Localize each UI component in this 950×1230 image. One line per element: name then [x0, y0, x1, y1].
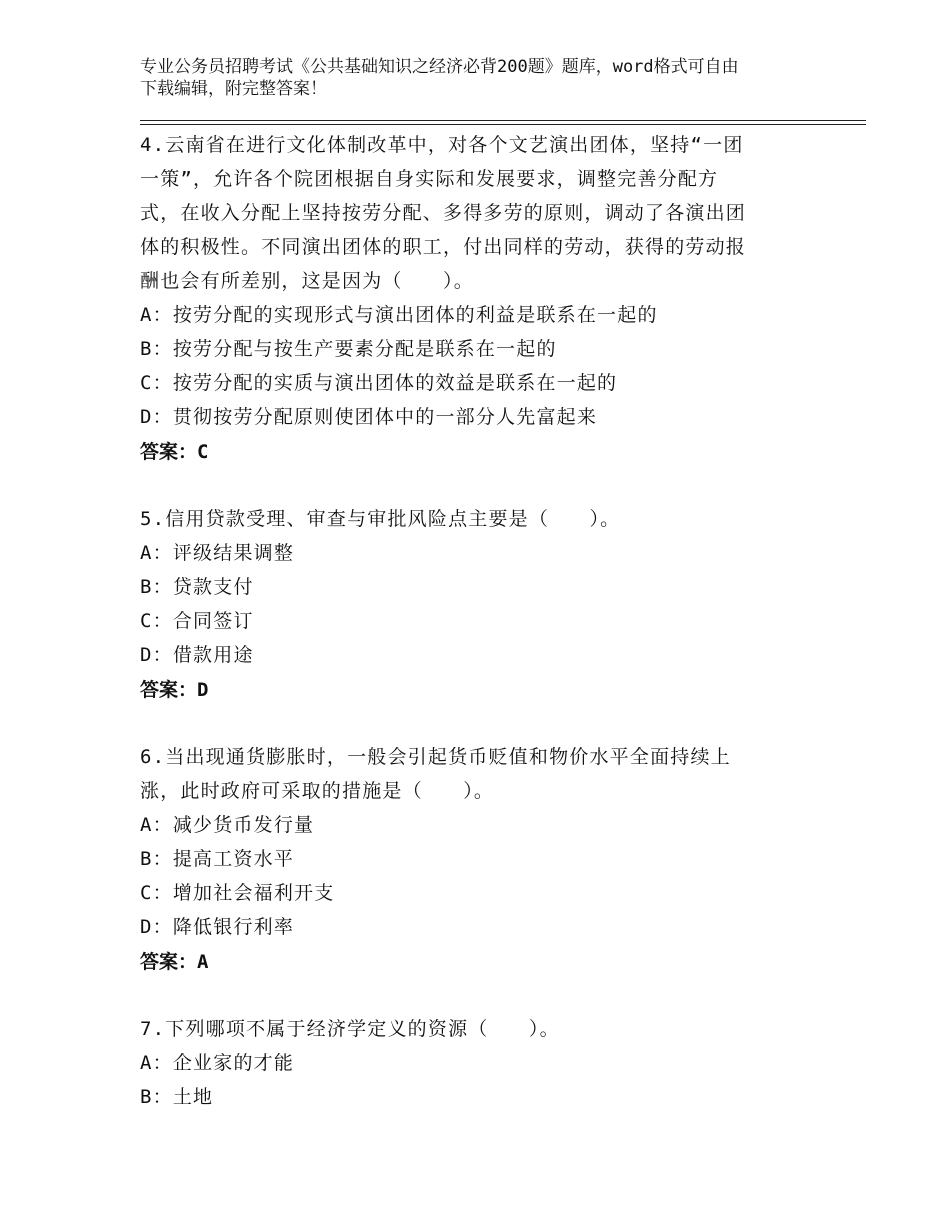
option-c: C：增加社会福利开支: [140, 882, 335, 904]
question-6: [140, 740, 820, 980]
answer: 答案：C: [140, 441, 209, 463]
question-list: [140, 128, 820, 1146]
option-d: D：贯彻按劳分配原则使团体中的一部分人先富起来: [140, 406, 598, 428]
question-text-line: 6.当出现通货膨胀时，一般会引起货币贬值和物价水平全面持续上: [140, 746, 731, 768]
question-text-line: 式，在收入分配上坚持按劳分配、多得多劳的原则，调动了各演出团: [140, 202, 747, 224]
question-7: [140, 1012, 820, 1114]
header-rule-top: [140, 120, 866, 121]
header-line-2: 下载编辑，附完整答案！: [140, 79, 327, 99]
option-b: B：提高工资水平: [140, 848, 295, 870]
option-a: A：减少货币发行量: [140, 814, 315, 836]
answer: 答案：A: [140, 951, 209, 973]
option-a: A：评级结果调整: [140, 542, 295, 564]
question-5: [140, 502, 820, 708]
question-text-line: 酬也会有所差别，这是因为（ ）。: [140, 270, 474, 292]
option-d: D：降低银行利率: [140, 916, 295, 938]
option-b: B：土地: [140, 1086, 214, 1108]
option-a: A：按劳分配的实现形式与演出团体的利益是联系在一起的: [140, 304, 658, 326]
question-text-line: 涨，此时政府可采取的措施是（ ）。: [140, 780, 495, 802]
question-text-line: 体的积极性。不同演出团体的职工，付出同样的劳动，获得的劳动报: [140, 236, 747, 258]
question-text-line: 4.云南省在进行文化体制改革中，对各个文艺演出团体，坚持“一团: [140, 134, 744, 156]
header-rule-bottom: [140, 124, 866, 125]
option-b: B：贷款支付: [140, 576, 254, 598]
option-b: B：按劳分配与按生产要素分配是联系在一起的: [140, 338, 557, 360]
question-text-line: 7.下列哪项不属于经济学定义的资源（ ）。: [140, 1018, 560, 1040]
question-text-line: 一策”，允许各个院团根据自身实际和发展要求，调整完善分配方: [140, 168, 719, 190]
option-a: A：企业家的才能: [140, 1052, 295, 1074]
document-header: [140, 56, 820, 100]
question-text-line: 5.信用贷款受理、审查与审批风险点主要是（ ）。: [140, 508, 621, 530]
option-c: C：合同签订: [140, 610, 254, 632]
answer: 答案：D: [140, 679, 209, 701]
option-c: C：按劳分配的实质与演出团体的效益是联系在一起的: [140, 372, 618, 394]
header-line-1: 专业公务员招聘考试《公共基础知识之经济必背200题》题库，word格式可自由: [140, 57, 739, 77]
option-d: D：借款用途: [140, 644, 254, 666]
question-4: [140, 128, 820, 470]
